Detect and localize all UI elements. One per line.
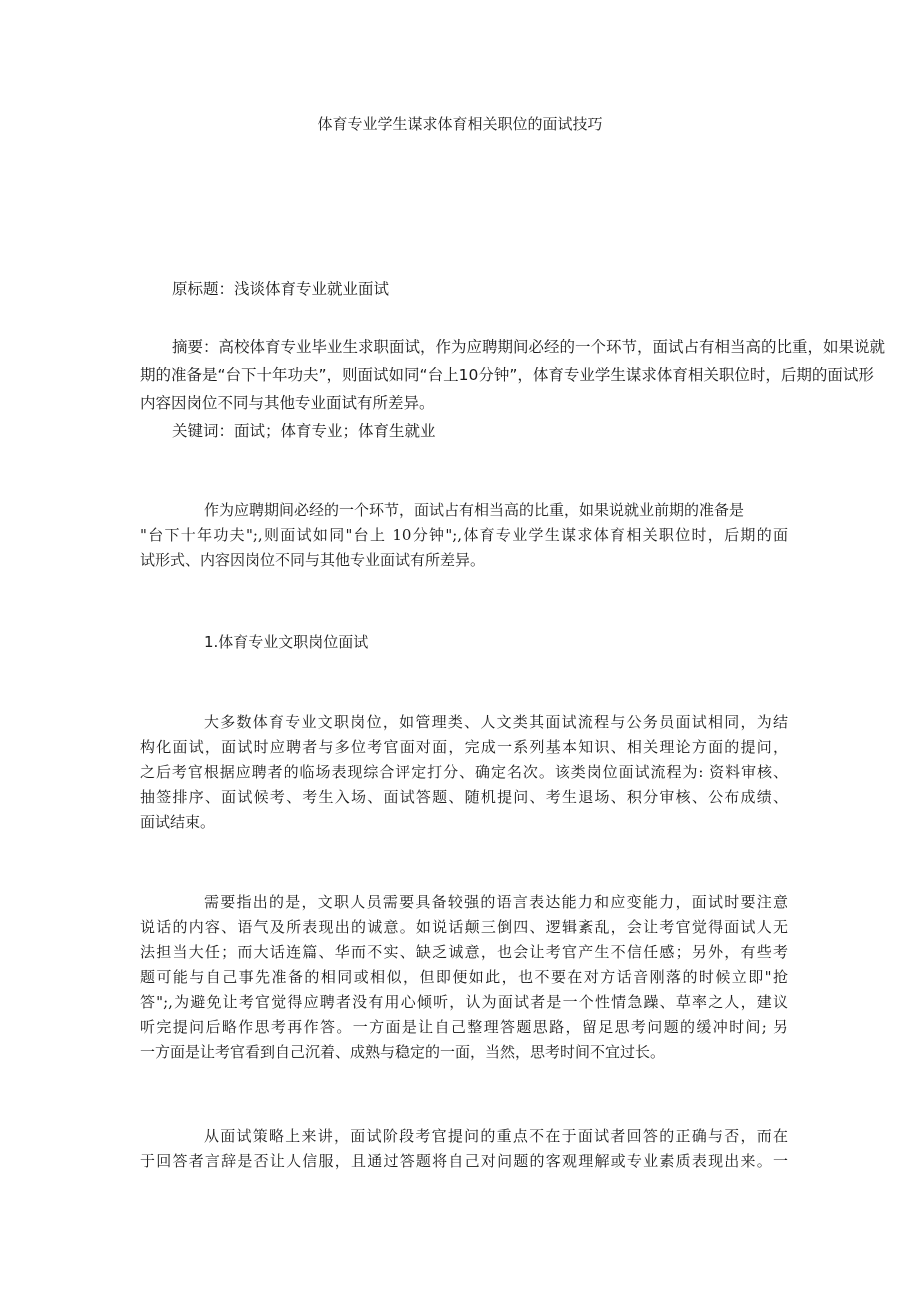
keywords: 关键词：面试；体育专业；体育生就业	[172, 422, 436, 440]
paragraph-3-line-5: 答";,为避免让考官觉得应聘者没有用心倾听，认为面试者是一个性情急躁、草率之人，建议	[140, 993, 788, 1011]
paragraph-4-line-1: 从面试策略上来讲，面试阶段考官提问的重点不在于面试者回答的正确与否，而在	[204, 1127, 788, 1145]
abstract-line-3: 内容因岗位不同与其他专业面试有所差异。	[140, 394, 435, 412]
abstract-line-2: 期的准备是“台下十年功夫”，则面试如同“台上10分钟”，体育专业学生谋求体育相关职位时，后期的面试形	[140, 366, 874, 384]
paragraph-4-line-2: 于回答者言辞是否让人信服，且通过答题将自己对问题的客观理解或专业素质表现出来。一	[140, 1152, 788, 1170]
paragraph-3-line-7: 一方面是让考官看到自己沉着、成熟与稳定的一面，当然，思考时间不宜过长。	[140, 1043, 666, 1061]
paragraph-2-line-4: 抽签排序、面试候考、考生入场、面试答题、随机提问、考生退场、积分审核、公布成绩、	[140, 788, 788, 806]
paragraph-3-line-3: 法担当大任；而大话连篇、华而不实、缺乏诚意，也会让考官产生不信任感；另外，有些考	[140, 943, 788, 961]
paragraph-1-line-1: 作为应聘期间必经的一个环节，面试占有相当高的比重，如果说就业前期的准备是	[204, 501, 745, 519]
abstract-line-1: 摘要：高校体育专业毕业生求职面试，作为应聘期间必经的一个环节，面试占有相当高的比重，如果说就	[172, 338, 886, 356]
paragraph-1-line-3: 试形式、内容因岗位不同与其他专业面试有所差异。	[140, 551, 486, 569]
paragraph-2-line-1: 大多数体育专业文职岗位，如管理类、人文类其面试流程与公务员面试相同，为结	[204, 713, 788, 731]
original-title: 原标题：浅谈体育专业就业面试	[172, 280, 390, 298]
document-title: 体育专业学生谋求体育相关职位的面试技巧	[317, 115, 603, 133]
section-heading: 1.体育专业文职岗位面试	[204, 633, 369, 651]
paragraph-2-line-5: 面试结束。	[140, 813, 216, 831]
paragraph-2-line-2: 构化面试，面试时应聘者与多位考官面对面，完成一系列基本知识、相关理论方面的提问，	[140, 738, 788, 756]
paragraph-3-line-2: 说话的内容、语气及所表现出的诚意。如说话颠三倒四、逻辑紊乱，会让考官觉得面试人无	[140, 918, 788, 936]
paragraph-3-line-1: 需要指出的是，文职人员需要具备较强的语言表达能力和应变能力，面试时要注意	[204, 893, 788, 911]
paragraph-2-line-3: 之后考官根据应聘者的临场表现综合评定打分、确定名次。该类岗位面试流程为: 资料审核、	[140, 763, 788, 781]
paragraph-1-line-2: "台下十年功夫";,则面试如同"台上 10分钟";,体育专业学生谋求体育相关职位时，后期的面	[140, 526, 788, 544]
paragraph-3-line-6: 听完提问后略作思考再作答。一方面是让自己整理答题思路，留足思考问题的缓冲时间; 另	[140, 1018, 788, 1036]
paragraph-3-line-4: 题可能与自己事先准备的相同或相似，但即便如此，也不要在对方话音刚落的时候立即"抢	[140, 968, 788, 986]
